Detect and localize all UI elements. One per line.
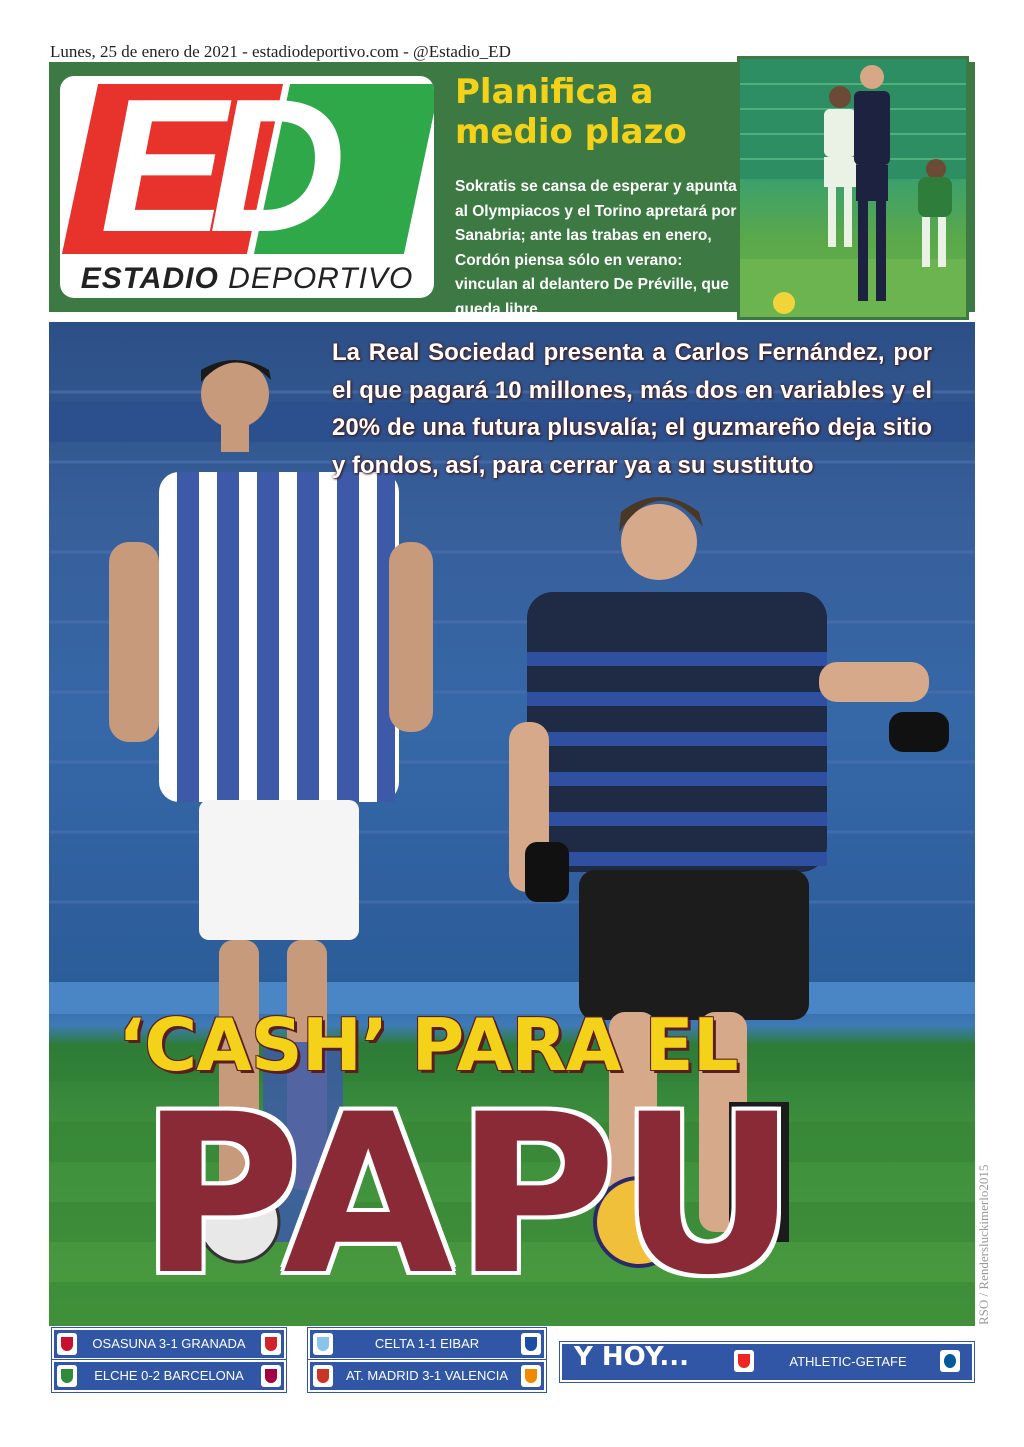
result-elche-barcelona[interactable] [52,1360,286,1392]
valencia-crest-icon [521,1365,541,1387]
result-celta-eibar[interactable] [308,1328,546,1360]
eibar-crest-icon [521,1333,541,1355]
osasuna-crest-icon [57,1333,77,1355]
today-label: Y HOY... [574,1342,689,1372]
today-match: ATHLETIC-GETAFE [789,1354,907,1369]
barcelona-crest-icon [261,1365,281,1387]
athletic-crest-icon [734,1350,754,1372]
today-panel[interactable] [560,1342,974,1382]
logo-name-bold: ESTADIO [80,262,219,295]
logo-letters: ED [100,76,328,272]
result-text: CELTA 1-1 EIBAR [374,1336,480,1351]
elche-crest-icon [57,1365,77,1387]
result-text: AT. MADRID 3-1 VALENCIA [345,1368,509,1383]
result-text: ELCHE 0-2 BARCELONA [94,1368,244,1383]
masthead-logo[interactable] [60,76,434,298]
dateline: Lunes, 25 de enero de 2021 - estadiodeportivo.com - @Estadio_ED [50,42,511,61]
photo-credit: RSO / Rendersluckimerlo2015 [976,1164,991,1325]
teaser-players-illustration [740,59,966,317]
teaser-title[interactable]: Planifica a medio plazo [455,72,687,152]
headline[interactable]: PAPU [140,1067,800,1323]
logo-name [68,262,426,296]
intro-paragraph: La Real Sociedad presenta a Carlos Fernández, por el que pagará 10 millones, más dos en variables y el 20% de una futura plusvalía; el guzmareño deja sitio y fondos, así, para cerrar ya a su sustituto [332,339,932,479]
headline-kicker[interactable]: ‘CASH’ PARA EL [118,1003,738,1087]
granada-crest-icon [261,1333,281,1355]
atletico-crest-icon [313,1365,333,1387]
teaser-body: Sokratis se cansa de esperar y apunta al Olympiacos y el Torino apretará por Sanabria; ante las trabas en enero, Cordón piensa sólo en verano: vinculan al delantero De Préville, que queda libre [455,178,737,318]
getafe-crest-icon [940,1350,960,1372]
celta-crest-icon [313,1333,333,1355]
result-atmadrid-valencia[interactable] [308,1360,546,1392]
result-osasuna-granada[interactable] [52,1328,286,1360]
logo-name-light: DEPORTIVO [228,262,414,295]
teaser-photo [737,56,969,320]
result-text: OSASUNA 3-1 GRANADA [92,1336,246,1351]
